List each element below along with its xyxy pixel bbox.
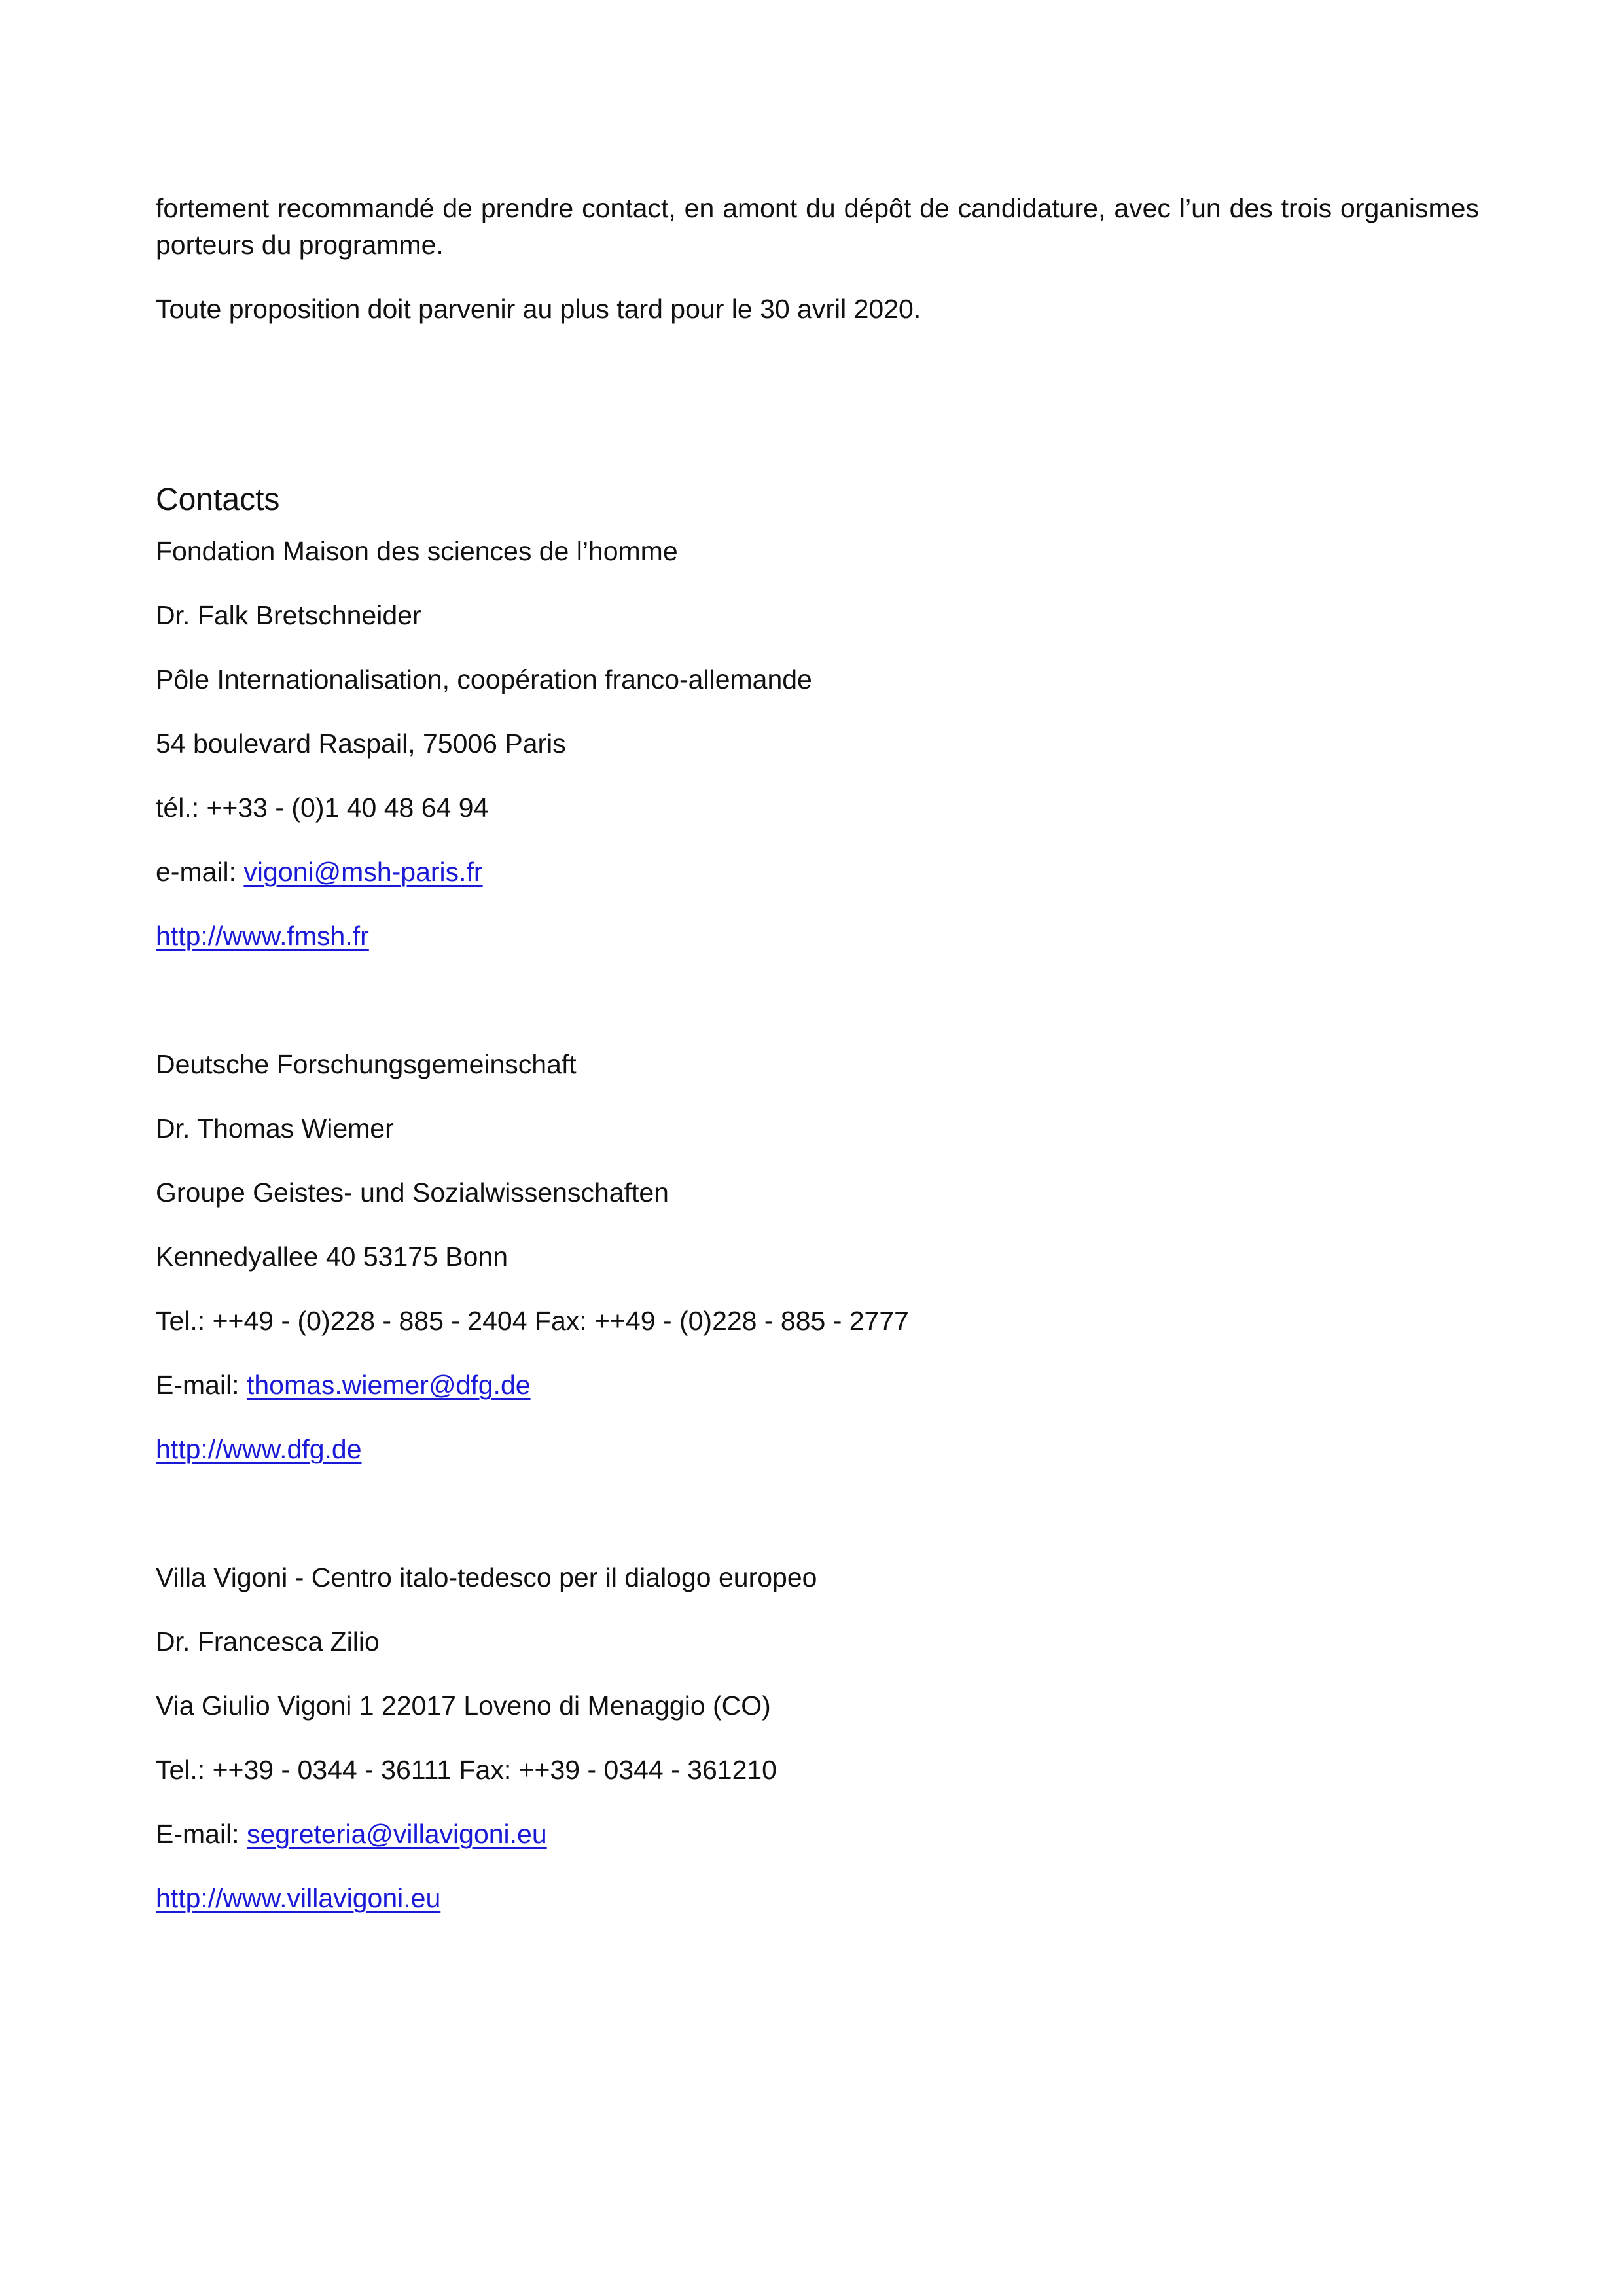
villa-vigoni-website-line [156, 1880, 1479, 1916]
contact-block-villa-vigoni [156, 1559, 1479, 1916]
villa-vigoni-website-link[interactable]: http://www.villavigoni.eu [156, 1883, 441, 1913]
spacer [156, 982, 1479, 1046]
villa-vigoni-email-link[interactable]: segreteria@villavigoni.eu [246, 1819, 547, 1849]
contact-block-fmsh [156, 533, 1479, 954]
dfg-website-link[interactable]: http://www.dfg.de [156, 1434, 362, 1464]
page-content [156, 190, 1479, 1944]
deadline-sentence: Toute proposition doit parvenir au plus tard pour le 30 avril 2020. [156, 294, 921, 324]
dfg-department: Groupe Geistes- und Sozialwissenschaften [156, 1177, 669, 1208]
dfg-email-link[interactable]: thomas.wiemer@dfg.de [246, 1370, 531, 1400]
fmsh-organization: Fondation Maison des sciences de l’homme [156, 536, 678, 566]
dfg-organization: Deutsche Forschungsgemeinschaft [156, 1049, 577, 1079]
villa-vigoni-address: Via Giulio Vigoni 1 22017 Loveno di Menaggio (CO) [156, 1691, 771, 1721]
dfg-person: Dr. Thomas Wiemer [156, 1113, 394, 1143]
dfg-address: Kennedyallee 40 53175 Bonn [156, 1242, 508, 1272]
fmsh-person: Dr. Falk Bretschneider [156, 600, 421, 630]
dfg-phone: Tel.: ++49 - (0)228 - 885 - 2404 Fax: ++49 - (0)228 - 885 - 2777 [156, 1306, 909, 1336]
spacer [156, 1495, 1479, 1559]
fmsh-email-link[interactable]: vigoni@msh-paris.fr [243, 857, 483, 887]
dfg-email-label: E-mail: [156, 1370, 247, 1400]
intro-paragraph: fortement recommandé de prendre contact, en amont du dépôt de candidature, avec l’un des trois organismes porteurs du programme. [156, 193, 1479, 260]
dfg-email-line [156, 1367, 1479, 1403]
fmsh-email-label: e-mail: [156, 857, 244, 887]
contact-block-dfg [156, 1046, 1479, 1467]
fmsh-phone: tél.: ++33 - (0)1 40 48 64 94 [156, 793, 489, 823]
fmsh-website-line [156, 918, 1479, 954]
contacts-heading: Contacts [156, 482, 280, 517]
villa-vigoni-email-line [156, 1816, 1479, 1852]
fmsh-address: 54 boulevard Raspail, 75006 Paris [156, 728, 566, 759]
villa-vigoni-person: Dr. Francesca Zilio [156, 1626, 380, 1657]
villa-vigoni-organization: Villa Vigoni - Centro italo-tedesco per il dialogo europeo [156, 1562, 817, 1592]
fmsh-department: Pôle Internationalisation, coopération franco-allemande [156, 664, 812, 694]
fmsh-website-link[interactable]: http://www.fmsh.fr [156, 921, 369, 951]
fmsh-email-line [156, 853, 1479, 890]
villa-vigoni-phone: Tel.: ++39 - 0344 - 36111 Fax: ++39 - 0344 - 361210 [156, 1755, 777, 1785]
dfg-website-line [156, 1431, 1479, 1467]
villa-vigoni-email-label: E-mail: [156, 1819, 247, 1849]
